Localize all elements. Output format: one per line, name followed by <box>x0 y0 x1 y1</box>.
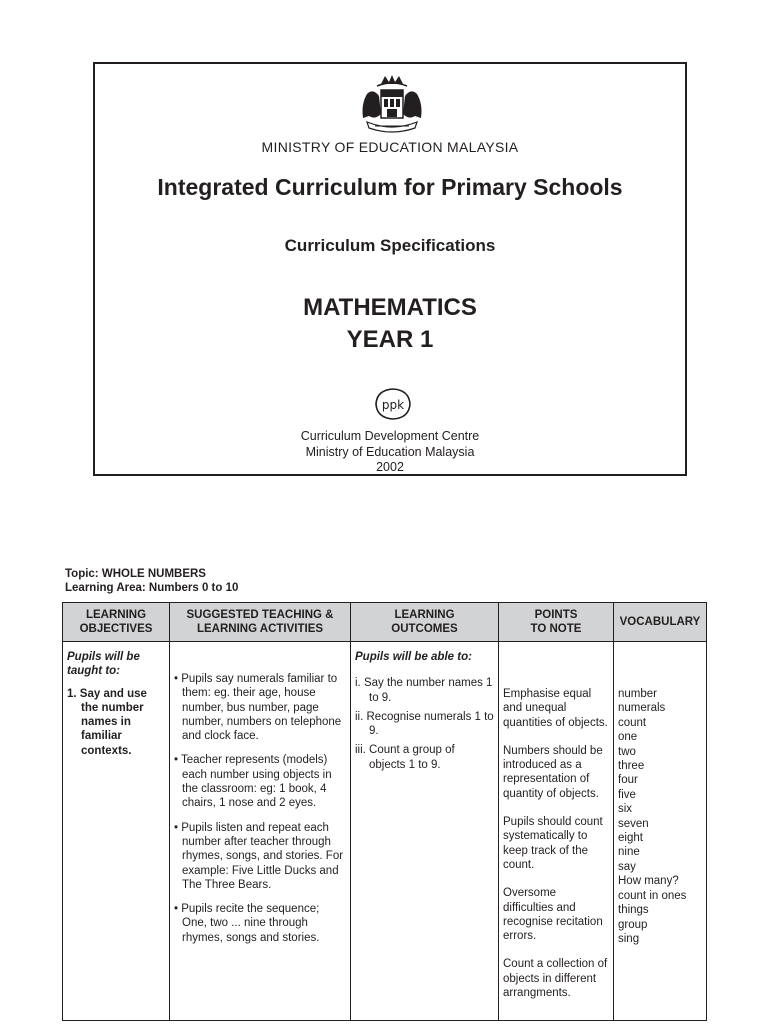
vocab-word: count <box>618 716 647 729</box>
header-notes <box>499 603 614 642</box>
vocab-word: five <box>618 788 636 801</box>
activity-item: • Pupils listen and repeat each number after teacher through rhymes, songs, and stories. For example: Five Little Ducks and The Three Bears. <box>174 821 344 891</box>
ppk-logo-icon <box>373 387 413 421</box>
vocab-word: eight <box>618 832 643 845</box>
vocab-word: number <box>618 688 657 700</box>
subject-name: MATHEMATICS <box>303 294 477 321</box>
outcome-item: i. Say the number names 1 to 9. <box>355 677 493 704</box>
header-outcomes-label: LEARNING OUTCOMES <box>391 608 458 635</box>
note-item: Pupils should count systematically to keep track of the count. <box>503 816 603 871</box>
vocab-word: three <box>618 760 645 773</box>
coat-of-arms-icon <box>357 74 427 138</box>
note-item: Numbers should be introduced as a representation of quantity of objects. <box>503 744 603 800</box>
vocab-word: say <box>618 860 636 873</box>
vocab-word: nine <box>618 846 640 859</box>
document-subtitle: Curriculum Specifications <box>284 236 496 255</box>
publication-year: 2002 <box>376 460 404 474</box>
header-outcomes <box>351 603 499 642</box>
activity-item: • Pupils say numerals familiar to them: eg. their age, house number, bus number, page number, numbers on telephone and clock face. <box>174 673 342 743</box>
vocab-word: numerals <box>618 702 666 715</box>
vocab-word: seven <box>618 817 649 830</box>
ppk-logo-text: ppk <box>381 398 405 412</box>
objective-item: 1. Say and use the number names in familiar contexts. <box>67 687 147 757</box>
note-item: Oversome difficulties and recognise recitation errors. <box>503 887 603 943</box>
header-activities-label: SUGGESTED TEACHING & LEARNING ACTIVITIES <box>186 608 334 635</box>
vocab-word: count in ones <box>618 889 687 902</box>
vocab-word: one <box>618 731 638 744</box>
vocab-word: two <box>618 745 636 758</box>
note-item: Emphasise equal and unequal quantities of objects. <box>503 688 608 729</box>
topic-block <box>65 567 238 595</box>
table-header-row <box>63 603 707 642</box>
header-objectives <box>63 603 170 642</box>
objectives-intro: Pupils will be taught to: <box>67 651 140 678</box>
outcomes-intro: Pupils will be able to: <box>355 651 472 663</box>
subject-block <box>95 292 685 356</box>
document-title: Integrated Curriculum for Primary Schools <box>157 174 623 200</box>
header-notes-label: POINTS TO NOTE <box>530 608 582 635</box>
cover-frame <box>93 62 687 476</box>
outcome-item: ii. Recognise numerals 1 to 9. <box>355 710 494 738</box>
header-vocabulary <box>614 603 707 642</box>
header-activities <box>170 603 351 642</box>
header-objectives-label: LEARNING OBJECTIVES <box>79 608 153 635</box>
vocabulary-cell <box>614 642 707 1021</box>
vocabulary-list <box>618 687 702 946</box>
outcomes-list <box>355 676 494 772</box>
note-item: Count a collection of objects in different arrangments. <box>503 958 608 1000</box>
header-vocabulary-label: VOCABULARY <box>619 615 701 628</box>
vocab-word: group <box>618 918 648 931</box>
activities-cell <box>170 642 351 1021</box>
table-row <box>63 642 707 1021</box>
learning-area-line: Learning Area: Numbers 0 to 10 <box>65 582 239 594</box>
publisher-block <box>95 429 685 476</box>
vocab-word: sing <box>618 932 640 945</box>
publisher-ministry: Ministry of Education Malaysia <box>305 444 475 459</box>
vocab-word: six <box>618 803 633 816</box>
activity-item: • Teacher represents (models) each number using objects in the classroom: eg: 1 book, 4 chairs, 1 nose and 2 eyes. <box>174 754 332 810</box>
objectives-cell <box>63 642 170 1021</box>
topic-line: Topic: WHOLE NUMBERS <box>65 568 206 580</box>
subject-year: YEAR 1 <box>346 326 434 353</box>
curriculum-table <box>62 602 707 1021</box>
outcomes-cell <box>351 642 499 1021</box>
notes-cell <box>499 642 614 1021</box>
outcome-item: iii. Count a group of objects 1 to 9. <box>355 744 455 771</box>
vocab-word: four <box>618 774 638 787</box>
ministry-heading: MINISTRY OF EDUCATION MALAYSIA <box>261 139 519 155</box>
vocab-word: How many? <box>618 875 679 888</box>
publisher-centre: Curriculum Development Centre <box>300 429 480 443</box>
vocab-word: things <box>618 904 649 917</box>
activity-item: • Pupils recite the sequence; One, two ... nine through rhymes, songs and stories. <box>174 903 320 944</box>
notes-list <box>503 687 609 1000</box>
